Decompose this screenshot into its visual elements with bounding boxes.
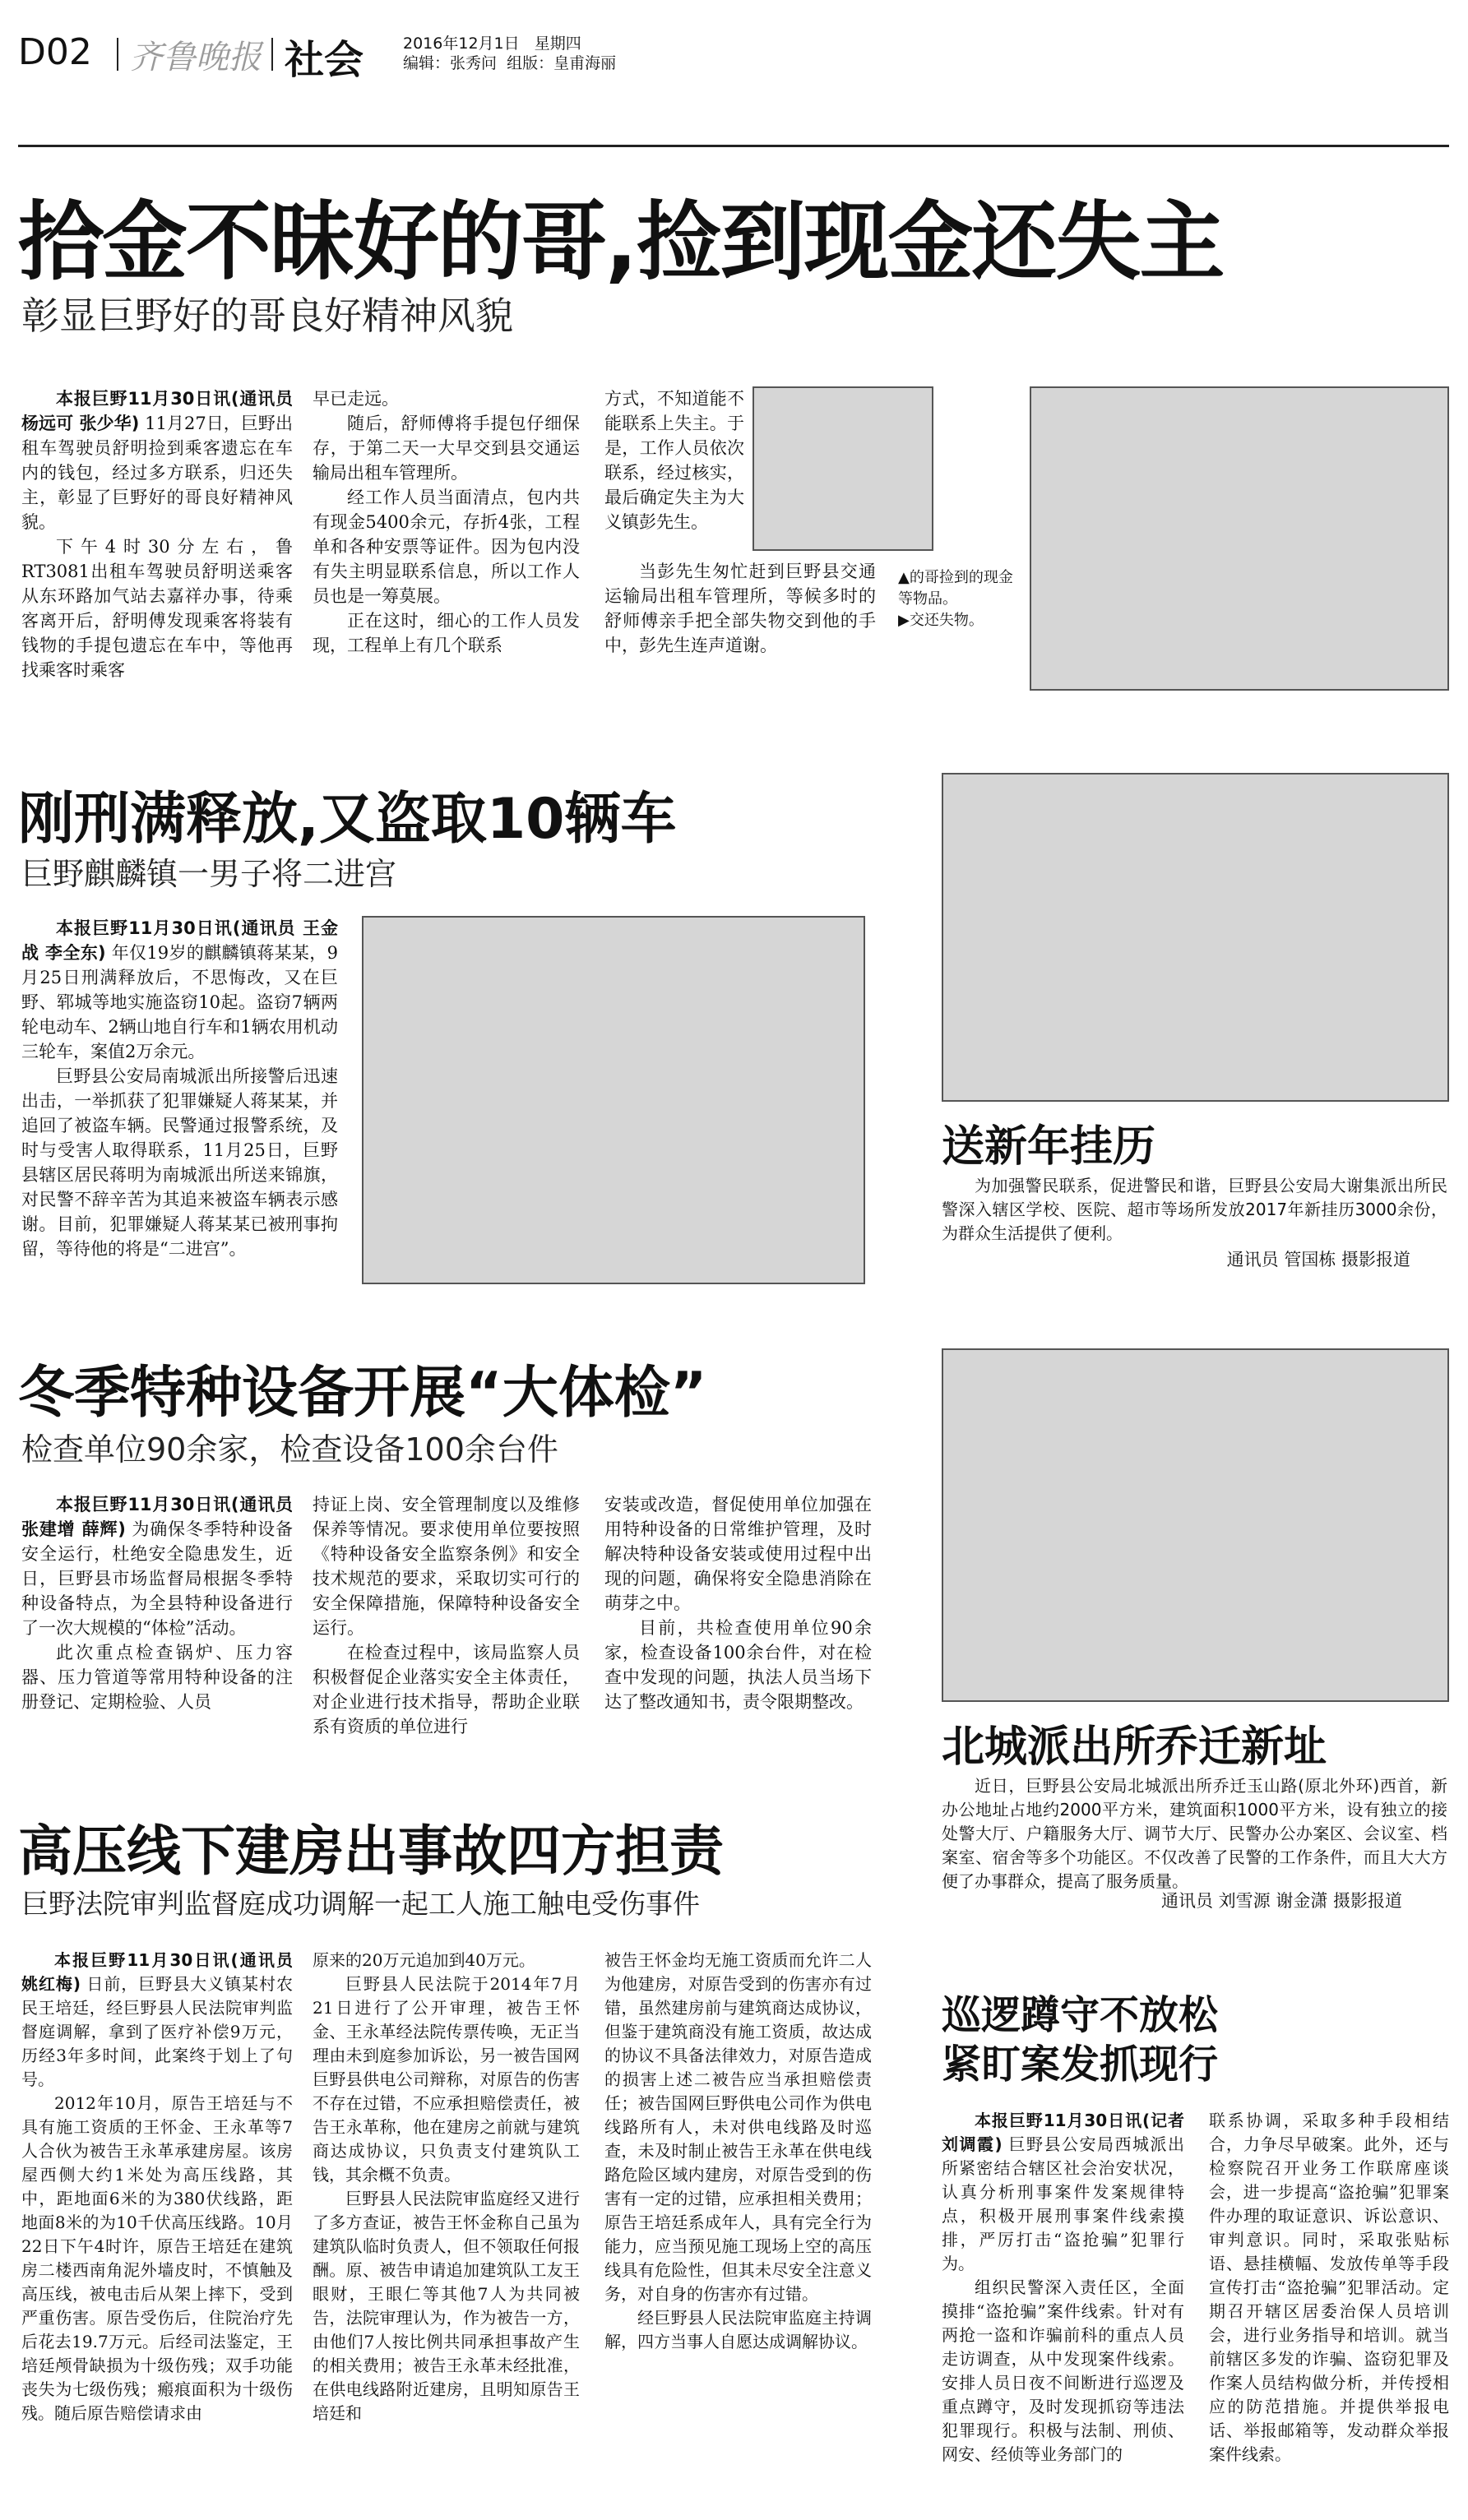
article1-para7: 方式，不知道能不能联系上失主。于是，工作人员依次联系，经过核实，最后确定失主为大义镇彭先生。 (604, 389, 744, 532)
article4-para1 (21, 1949, 293, 2092)
article1-col2 (313, 386, 580, 658)
date-text: 2016年12月1日 (403, 35, 520, 53)
article5-lead: 本报巨野11月30日讯(记者 刘调霞) (942, 2111, 1184, 2154)
article4-para5: 巨野县人民法院审监庭经又进行了多方查证，被告王怀金称自己虽为建筑队临时负责人，但不领取任何报酬。原、被告申请追加建筑队工友王眼财，王眼仁等其他7人为共同被告，法院审理认为，作为被告一方，由他们7人按比例共同承担事故产生的相关费用；被告王永革未经批准，在供电线路附近建房，且明知原告王培廷和 (313, 2189, 580, 2423)
editor-credits (403, 51, 616, 73)
article2-para1 (21, 916, 338, 1064)
article1-para8: 当彭先生匆忙赶到巨野县交通运输局出租车管理所，等候多时的舒师傅亲手把全部失物交到他的手中，彭先生连声道谢。 (604, 562, 876, 655)
article3-para6: 目前，共检查使用单位90余家，检查设备100余台件，对在检查中发现的问题，执法人员当场下达了整改通知书，责令限期整改。 (604, 1618, 872, 1712)
article4-para2: 2012年10月，原告王培廷与不具有施工资质的王怀金、王永革等7人合伙为被告王永革承建房屋。该房屋西侧大约1米处为高压线路，其中，距地面6米的为380伏线路，距地面8米的为10千伏高压线路。10月22日下午4时许，原告王培廷在建筑房二楼西南角泥外墙皮时，不慎触及高压线，被电击后从架上摔下，受到严重伤害。原告受伤后，住院治疗先后花去19.7万元。后经司法鉴定，王培廷颅骨缺损为十级伤残；双手功能丧失为七级伤残；瘢痕面积为十级伤残。随后原告赔偿请求由 (21, 2093, 293, 2423)
article5-col1 (942, 2109, 1184, 2467)
article4-col2 (313, 1949, 580, 2425)
article5-para2: 组织民警深入责任区，全面摸排“盗抢骗”案件线索。针对有两抢一盗和诈骗前科的重点人员走访调查，从中发现案件线索。安排人员日夜不间断进行巡逻及重点蹲守，及时发现抓窃等违法犯罪现行。积极与法制、刑侦、网安、经侦等业务部门的 (942, 2277, 1184, 2464)
article5-para3: 联系协调，采取多种手段相结合，力争尽早破案。此外，还与检察院召开业务工作联席座谈会，进一步提高“盗抢骗”犯罪案件办理的取证意识、诉讼意识、审判意识。同时，采取张贴标语、悬挂横幅、发放传单等手段宣传打击“盗抢骗”犯罪活动。定期召开辖区居委治保人员培训会，进行业务指导和培训。就当前辖区多发的诈骗、盗窃犯罪及作案人员结构做分析，并传授相应的防范措施。并提供举报电话、举报邮箱等，发动群众举报案件线索。 (1209, 2111, 1449, 2464)
article4-col1-text: 日前，巨野县大义镇某村农民王培廷，经巨野县人民法院审判监督庭调解，拿到了医疗补偿9万元，历经3年多时间，此案终于划上了句号。 (21, 1974, 294, 2089)
article3-lead: 本报巨野11月30日讯(通讯员 张建增 薛辉) (21, 1495, 293, 1539)
paper-logo: 齐鲁晚报 (130, 39, 262, 76)
editor-text: 编辑：张秀问 (403, 54, 498, 72)
article2-photo (362, 916, 865, 1284)
caption-1: ▲的哥捡到的现金等物品。 (898, 569, 1013, 608)
article2-lead: 本报巨野11月30日讯(通讯员 王金战 李全东) (21, 918, 338, 963)
article1-col3b (604, 559, 876, 658)
article1-caption (898, 567, 1021, 631)
article5-col1-text: 巨野县公安局西城派出所紧密结合辖区社会治安状况，认真分析刑事案件发案规律特点，积极开展刑事案件线索摸排，严厉打击“盗抢骗”犯罪行为。 (942, 2134, 1184, 2273)
article1-para2: 下午4时30分左右，鲁RT3081出租车驾驶员舒明送乘客从东环路加气站去嘉祥办事，待乘客离开后，舒明傅发现乘客将装有钱物的手提包遗忘在车中，等他再找乘客时乘客 (21, 537, 293, 680)
newyear-credit: 通讯员 管国栋 摄影报道 (1226, 1250, 1410, 1269)
article1-lead: 本报巨野11月30日讯(通讯员 杨远可 张少华) (21, 389, 293, 433)
article1-photo-large (1030, 386, 1449, 691)
article1-title: 拾金不昧好的哥,捡到现金还失主 (18, 192, 1224, 292)
article3-para3: 持证上岗、安全管理制度以及维修保养等情况。要求使用单位要按照《特种设备安全监察条例》和安全技术规范的要求，采取切实可行的安全保障措施，保障特种设备安全运行。 (313, 1495, 580, 1638)
weekday-text: 星期四 (534, 35, 581, 53)
article2-p1-text: 年仅19岁的麒麟镇蒋某某，9月25日刑满释放后，不思悔改，又在巨野、郓城等地实施盗窃10起。盗窃7辆两轮电动车、2辆山地自行车和1辆农用机动三轮车，案值2万余元。 (21, 943, 338, 1061)
article3-title: 冬季特种设备开展“大体检” (18, 1361, 707, 1426)
article1-para4: 随后，舒师傅将手提包仔细保存，于第二天一大早交到县交通运输局出租车管理所。 (313, 414, 580, 483)
layout-text: 组版：皇甫海丽 (507, 54, 617, 72)
article1-para1 (21, 386, 293, 534)
article5-para1 (942, 2109, 1184, 2276)
article3-subtitle: 检查单位90余家，检查设备100余台件 (21, 1431, 558, 1468)
article5-col2 (1209, 2109, 1449, 2467)
article5-title-line1: 巡逻蹲守不放松 (942, 1992, 1219, 2038)
article4-title: 高压线下建房出事故四方担责 (18, 1819, 724, 1883)
article3-col3 (604, 1492, 872, 1714)
article3-para1 (21, 1492, 293, 1640)
article4-para7: 经巨野县人民法院审监庭主持调解，四方当事人自愿达成调解协议。 (604, 2308, 872, 2351)
beicheng-title: 北城派出所乔迁新址 (942, 1722, 1327, 1772)
article2-col1 (21, 916, 338, 1261)
article4-col3 (604, 1949, 872, 2354)
article4-para6: 被告王怀金均无施工资质而允许二人为他建房，对原告受到的伤害亦有过错，虽然建房前与建筑商达成协议，但鉴于建筑商没有施工资质，故达成的协议不具备法律效力，对原告造成的损害上述二被告应当承担赔偿责任；被告国网巨野供电公司作为供电线路所有人，未对供电线路及时巡查，未及时制止被告王永革在供电线路危险区域内建房，对原告受到的伤害有一定的过错，应承担相关费用；原告王培廷系成年人，具有完全行为能力，应当预见施工现场上空的高压线具有危险性，但其未尽安全注意义务，对自身的伤害亦有过错。 (604, 1950, 872, 2304)
masthead-rule (18, 145, 1449, 147)
article1-col3a (604, 386, 744, 534)
article3-col1-text: 为确保冬季特种设备安全运行，杜绝安全隐患发生，近日，巨野县市场监督局根据冬季特种设备特点，为全县特种设备进行了一次大规模的“体检”活动。 (21, 1519, 293, 1638)
article1-para3: 早已走远。 (313, 389, 399, 409)
article5-title-line2: 紧盯案发抓现行 (942, 2041, 1219, 2088)
article4-col1 (21, 1949, 293, 2425)
article3-para2: 此次重点检查锅炉、压力容器、压力管道等常用特种设备的注册登记、定期检验、人员 (21, 1643, 293, 1712)
newyear-photo (942, 773, 1449, 1102)
article4-lead: 本报巨野11月30日讯(通讯员 姚红梅) (21, 1950, 293, 1994)
caption-2: ▶交还失物。 (898, 612, 984, 629)
article1-subtitle: 彰显巨野好的哥良好精神风貌 (21, 294, 513, 338)
article2-para2: 巨野县公安局南城派出所接警后迅速出击，一举抓获了犯罪嫌疑人蒋某某，并追回了被盗车辆。民警通过报警系统，及时与受害人取得联系，11月25日，巨野县辖区居民蒋明为南城派出所送来锦旗，对民警不辞辛苦为其追来被盗车辆表示感谢。目前，犯罪嫌疑人蒋某某已被刑事拘留，等待他的将是“二进宫”。 (21, 1066, 338, 1259)
article3-col2 (313, 1492, 580, 1739)
article2-subtitle: 巨野麒麟镇一男子将二进宫 (21, 856, 397, 892)
article1-col1 (21, 386, 293, 682)
beicheng-body: 近日，巨野县公安局北城派出所乔迁玉山路(原北外环)西首，新办公地址占地约2000平方米，建筑面积1000平方米，设有独立的接处警大厅、户籍服务大厅、调节大厅、民警办公办案区、会议室、档案室、宿舍等多个功能区。不仅改善了民警的工作条件，而且大大方便了办事群众，提高了服务质量。 (942, 1776, 1447, 1891)
beicheng-credit: 通讯员 刘雪源 谢金潇 摄影报道 (1160, 1891, 1402, 1911)
beicheng-photo (942, 1348, 1449, 1702)
newyear-title: 送新年挂历 (942, 1122, 1156, 1172)
masthead-divider-2 (271, 38, 273, 71)
issue-date (403, 31, 581, 53)
article1-photo-small (753, 386, 933, 551)
article4-para3: 原来的20万元追加到40万元。 (313, 1950, 535, 1970)
article1-para5: 经工作人员当面清点，包内共有现金5400余元，存折4张，工程单和各种安票等证件。因为包内没有失主明显联系信息，所以工作人员也是一筹莫展。 (313, 488, 580, 606)
article4-subtitle: 巨野法院审判监督庭成功调解一起工人施工触电受伤事件 (21, 1888, 700, 1920)
article3-col1 (21, 1492, 293, 1714)
page-number: D02 (18, 31, 92, 73)
article2-title: 刚刑满释放,又盗取10辆车 (18, 787, 677, 852)
section-name: 社会 (285, 37, 364, 83)
article4-para4: 巨野县人民法院于2014年7月21日进行了公开审理，被告王怀金、王永革经法院传票传唤，无正当理由未到庭参加诉讼，另一被告国网巨野县供电公司辩称，对原告的伤害不存在过错，不应承担赔偿责任，被告王永革称，他在建房之前就与建筑商达成协议，只负责支付建筑队工钱，其余概不负责。 (313, 1974, 580, 2185)
article3-para5: 安装或改造，督促使用单位加强在用特种设备的日常维护管理，及时解决特种设备安装或使用过程中出现的问题，确保将安全隐患消除在萌芽之中。 (604, 1495, 872, 1613)
masthead-divider (117, 38, 118, 71)
article1-para6: 正在这时，细心的工作人员发现，工程单上有几个联系 (313, 611, 580, 655)
newyear-body: 为加强警民联系，促进警民和谐，巨野县公安局大谢集派出所民警深入辖区学校、医院、超市等场所发放2017年新挂历3000余份，为群众生活提供了便利。 (942, 1176, 1447, 1243)
article1-col1-text: 11月27日，巨野出租车驾驶员舒明捡到乘客遗忘在车内的钱包，经过多方联系，归还失主，彰显了巨野好的哥良好精神风貌。 (21, 414, 293, 532)
article3-para4: 在检查过程中，该局监察人员积极督促企业落实安全主体责任，对企业进行技术指导，帮助企业联系有资质的单位进行 (313, 1643, 580, 1736)
